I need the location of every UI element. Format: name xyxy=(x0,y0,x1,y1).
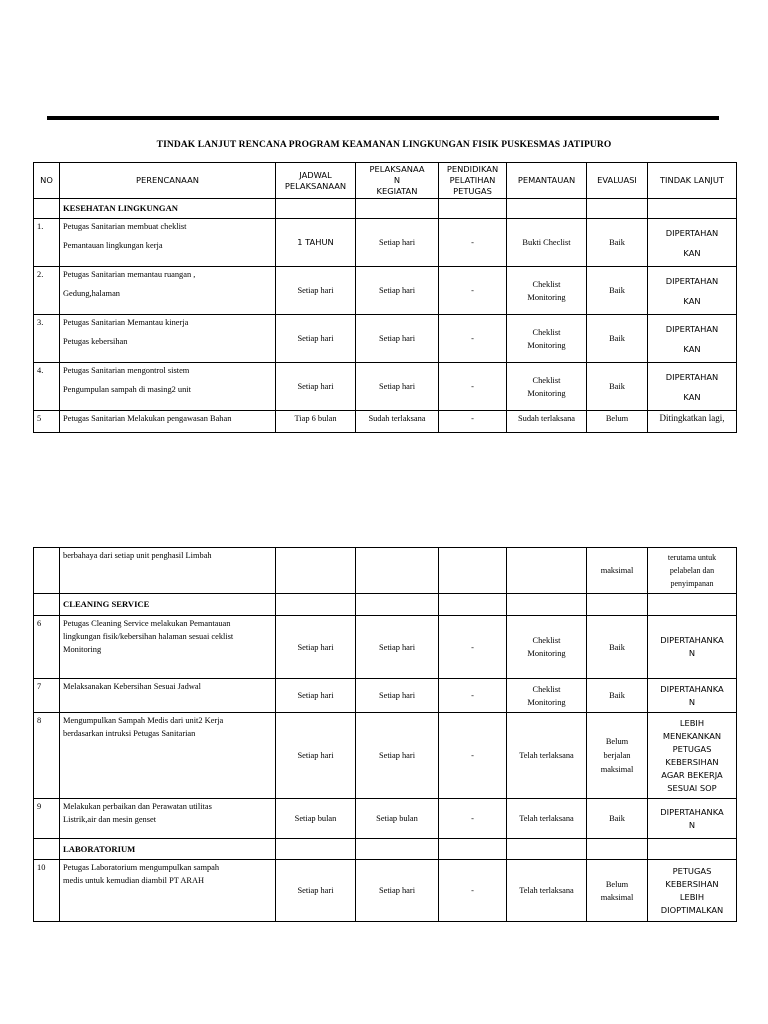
row-evaluasi: Baik xyxy=(587,267,648,315)
row-tindak-line: N xyxy=(688,696,696,707)
row-pelaksanaan: Setiap hari xyxy=(356,860,439,922)
row-pelaksanaan: Sudah terlaksana xyxy=(356,411,439,433)
row-tindak-line: LEBIH xyxy=(679,891,705,902)
empty-cell xyxy=(356,548,439,594)
row-tindak-lanjut xyxy=(648,799,737,839)
row-perencanaan xyxy=(60,411,276,433)
empty-cell xyxy=(356,199,439,219)
empty-cell xyxy=(587,839,648,860)
row-pelaksanaan: Setiap hari xyxy=(356,219,439,267)
row-jadwal: Setiap hari xyxy=(276,860,356,922)
row-pemantauan-line: Monitoring xyxy=(527,292,566,302)
empty-cell xyxy=(439,199,507,219)
row-tindak-lanjut xyxy=(648,219,737,267)
row-pemantauan-line: Telah terlaksana xyxy=(519,814,574,823)
row-tindak-line: N xyxy=(688,648,696,658)
row-no: 9 xyxy=(34,799,60,839)
header-pelaksanaan xyxy=(356,163,439,199)
row-pemantauan-line: Cheklist xyxy=(532,684,561,694)
row-pemantauan-line: Cheklist xyxy=(532,279,561,289)
section-title: KESEHATAN LINGKUNGAN xyxy=(60,199,276,219)
row-tindak-line: pelabelan dan xyxy=(669,566,715,575)
row-pelaksanaan: Setiap hari xyxy=(356,713,439,799)
row-pendidikan: - xyxy=(439,219,507,267)
row-line: medis untuk kemudian diambil PT ARAH xyxy=(63,876,205,885)
row-evaluasi-line: Belum xyxy=(605,736,629,746)
row-tindak-line: KAN xyxy=(683,295,701,306)
row-pemantauan xyxy=(507,267,587,315)
row-jadwal: 1 TAHUN xyxy=(276,219,356,267)
row-jadwal: Setiap hari xyxy=(276,267,356,315)
table-row xyxy=(34,219,737,267)
row-tindak-line: PETUGAS xyxy=(672,865,712,876)
row-no: 3. xyxy=(34,315,60,363)
row-line: Petugas Laboratorium mengumpulkan sampah xyxy=(63,863,220,872)
row-pelaksanaan: Setiap hari xyxy=(356,315,439,363)
row-pemantauan xyxy=(507,219,587,267)
empty-cell xyxy=(276,839,356,860)
row-no: 1. xyxy=(34,219,60,267)
row-no: 10 xyxy=(34,860,60,922)
row-no: 7 xyxy=(34,679,60,713)
row-pemantauan-line: Cheklist xyxy=(532,375,561,385)
program-table-bottom xyxy=(33,547,737,922)
row-pemantauan-line: Cheklist xyxy=(532,327,561,337)
row-tindak-line: DIOPTIMALKAN xyxy=(660,904,724,915)
header-pelaksanaan-line: N xyxy=(393,175,401,185)
row-line: Mengumpulkan Sampah Medis dari unit2 Kerja xyxy=(63,716,224,725)
row-perencanaan xyxy=(60,219,276,267)
row-jadwal: Setiap hari xyxy=(276,713,356,799)
top-rule xyxy=(47,116,719,120)
header-tindak-lanjut: TINDAK LANJUT xyxy=(648,163,737,199)
row-pemantauan xyxy=(507,713,587,799)
empty-cell xyxy=(507,594,587,616)
row-line: Petugas Cleaning Service melakukan Pemantauan xyxy=(63,619,231,628)
section-row xyxy=(34,839,737,860)
row-line: Pengumpulan sampah di masing2 unit xyxy=(63,385,191,394)
row-tindak-lanjut xyxy=(648,860,737,922)
row-perencanaan xyxy=(60,799,276,839)
row-line: Melaksanakan Kebersihan Sesuai Jadwal xyxy=(63,682,201,691)
row-pelaksanaan: Setiap bulan xyxy=(356,799,439,839)
row-jadwal: Setiap hari xyxy=(276,363,356,411)
row-pendidikan: - xyxy=(439,713,507,799)
empty-cell xyxy=(587,594,648,616)
row-pemantauan xyxy=(507,411,587,433)
row-tindak-line: Ditingkatkan lagi, xyxy=(659,413,725,423)
row-pelaksanaan: Setiap hari xyxy=(356,616,439,679)
empty-cell xyxy=(356,839,439,860)
row-line: lingkungan fisik/kebersihan halaman sesuai ceklist xyxy=(63,632,234,641)
row-perencanaan xyxy=(60,679,276,713)
section-row xyxy=(34,594,737,616)
header-jadwal-line: PELAKSANAAN xyxy=(284,180,347,191)
row-pendidikan: - xyxy=(439,411,507,433)
table-row xyxy=(34,713,737,799)
row-tindak-line: DIPERTAHAN xyxy=(665,323,719,334)
row-line: berdasarkan intruksi Petugas Sanitarian xyxy=(63,729,196,738)
row-pemantauan-line: Sudah terlaksana xyxy=(518,414,575,423)
row-tindak-line: DIPERTAHAN xyxy=(665,371,719,382)
row-tindak-line: DIPERTAHAN xyxy=(665,227,719,238)
table-row xyxy=(34,799,737,839)
row-evaluasi-line: maksimal xyxy=(600,892,634,902)
row-evaluasi: Baik xyxy=(587,315,648,363)
row-pemantauan-line: Telah terlaksana xyxy=(519,751,574,760)
table-row xyxy=(34,860,737,922)
row-perencanaan xyxy=(60,616,276,679)
row-evaluasi xyxy=(587,713,648,799)
row-jadwal: Setiap hari xyxy=(276,315,356,363)
header-jadwal-line: JADWAL xyxy=(299,169,332,180)
header-perencanaan: PERENCANAAN xyxy=(60,163,276,199)
row-line: Petugas Sanitarian Memantau kinerja xyxy=(63,318,189,327)
row-line: Gedung,halaman xyxy=(63,289,120,298)
row-tindak-lanjut xyxy=(648,679,737,713)
row-pendidikan: - xyxy=(439,860,507,922)
row-jadwal: Setiap bulan xyxy=(276,799,356,839)
row-tindak-line: KAN xyxy=(683,391,701,402)
row-perencanaan xyxy=(60,713,276,799)
row-pemantauan-line: Telah terlaksana xyxy=(519,886,574,895)
row-evaluasi xyxy=(587,860,648,922)
empty-cell xyxy=(439,548,507,594)
row-perencanaan xyxy=(60,315,276,363)
row-tindak-line: PETUGAS xyxy=(672,743,712,754)
row-line: Petugas Sanitarian membuat cheklist xyxy=(63,222,187,231)
row-tindak-line: penyimpanan xyxy=(670,579,714,588)
row-evaluasi xyxy=(587,799,648,839)
table-row xyxy=(34,267,737,315)
table-row xyxy=(34,679,737,713)
row-tindak-line: KEBERSIHAN xyxy=(665,756,719,767)
table-row xyxy=(34,363,737,411)
row-line: Petugas Sanitarian memantau ruangan , xyxy=(63,270,196,279)
row-tindak-line: DIPERTAHANKA xyxy=(660,806,724,817)
row-evaluasi xyxy=(587,679,648,713)
row-tindak-line: KAN xyxy=(683,247,701,258)
section-no-cell xyxy=(34,839,60,860)
table-row xyxy=(34,616,737,679)
document-title: TINDAK LANJUT RENCANA PROGRAM KEAMANAN LINGKUNGAN FISIK PUSKESMAS JATIPURO xyxy=(156,140,612,150)
row-tindak-line: DIPERTAHAN xyxy=(665,275,719,286)
row-pemantauan xyxy=(507,860,587,922)
empty-cell xyxy=(507,548,587,594)
empty-cell xyxy=(276,594,356,616)
row-pemantauan-line: Monitoring xyxy=(527,697,566,707)
row-pemantauan xyxy=(507,799,587,839)
row-pemantauan-line: Monitoring xyxy=(527,649,566,658)
row-pelaksanaan: Setiap hari xyxy=(356,679,439,713)
row-pemantauan xyxy=(507,315,587,363)
table-row xyxy=(34,315,737,363)
section-title: CLEANING SERVICE xyxy=(60,594,276,616)
row-tindak-lanjut xyxy=(648,363,737,411)
row-tindak-lanjut xyxy=(648,411,737,433)
section-title: LABORATORIUM xyxy=(60,839,276,860)
row-pemantauan-line: Bukti Checlist xyxy=(522,238,571,247)
row-evaluasi: Baik xyxy=(587,219,648,267)
empty-cell xyxy=(507,199,587,219)
header-pendidikan-line: PELATIHAN xyxy=(449,175,496,185)
row-tindak-line: AGAR BEKERJA xyxy=(661,769,723,780)
row-tindak-lanjut xyxy=(648,315,737,363)
row-tindak-line: MENEKANKAN xyxy=(662,730,722,741)
row-pendidikan: - xyxy=(439,616,507,679)
program-table-top xyxy=(33,162,737,433)
empty-cell xyxy=(276,548,356,594)
row-perencanaan xyxy=(60,860,276,922)
section-no-cell xyxy=(34,594,60,616)
empty-cell xyxy=(648,199,737,219)
row-tindak-line: terutama untuk xyxy=(667,553,717,562)
header-evaluasi: EVALUASI xyxy=(587,163,648,199)
row-tindak-lanjut xyxy=(648,548,737,594)
row-pemantauan-line: Cheklist xyxy=(532,636,561,645)
row-pendidikan: - xyxy=(439,267,507,315)
row-pelaksanaan: Setiap hari xyxy=(356,267,439,315)
row-perencanaan xyxy=(60,363,276,411)
empty-cell xyxy=(587,199,648,219)
row-no: 6 xyxy=(34,616,60,679)
row-no: 8 xyxy=(34,713,60,799)
row-no: 2. xyxy=(34,267,60,315)
row-line: Listrik,air dan mesin genset xyxy=(63,815,157,824)
row-evaluasi xyxy=(587,616,648,679)
row-tindak-line: KEBERSIHAN xyxy=(665,878,719,889)
row-pemantauan-line: Monitoring xyxy=(527,340,566,350)
row-line: Monitoring xyxy=(63,645,102,654)
row-evaluasi-line: Baik xyxy=(609,814,625,823)
empty-cell xyxy=(356,594,439,616)
empty-cell xyxy=(648,839,737,860)
row-no xyxy=(34,548,60,594)
row-pendidikan: - xyxy=(439,315,507,363)
empty-cell xyxy=(439,594,507,616)
row-pendidikan: - xyxy=(439,799,507,839)
header-no: NO xyxy=(34,163,60,199)
row-tindak-line: DIPERTAHANKA xyxy=(660,635,724,645)
row-perencanaan xyxy=(60,267,276,315)
row-line: Petugas Sanitarian mengontrol sistem xyxy=(63,366,190,375)
row-no: 4. xyxy=(34,363,60,411)
header-pelaksanaan-line: KEGIATAN xyxy=(376,186,418,196)
row-line: Melakukan perbaikan dan Perawatan utilitas xyxy=(63,802,212,811)
table-row xyxy=(34,411,737,433)
row-evaluasi: Belum xyxy=(587,411,648,433)
row-evaluasi-line: berjalan xyxy=(603,750,631,760)
row-evaluasi-line: Baik xyxy=(609,642,625,652)
header-pemantauan: PEMANTAUAN xyxy=(507,163,587,199)
empty-cell xyxy=(439,839,507,860)
header-jadwal xyxy=(276,163,356,199)
row-pendidikan: - xyxy=(439,679,507,713)
row-evaluasi-line: Belum xyxy=(605,879,629,889)
row-pemantauan-line: Monitoring xyxy=(527,388,566,398)
row-jadwal: Setiap hari xyxy=(276,616,356,679)
row-pendidikan: - xyxy=(439,363,507,411)
row-no: 5 xyxy=(34,411,60,433)
row-tindak-lanjut xyxy=(648,713,737,799)
row-line: Petugas kebersihan xyxy=(63,337,128,346)
row-tindak-line: LEBIH xyxy=(679,717,705,728)
header-pendidikan-line: PENDIDIKAN xyxy=(446,164,499,174)
row-tindak-line: SESUAI SOP xyxy=(667,782,717,793)
row-pemantauan xyxy=(507,616,587,679)
empty-cell xyxy=(276,199,356,219)
row-jadwal: Tiap 6 bulan xyxy=(276,411,356,433)
row-tindak-lanjut xyxy=(648,616,737,679)
header-pendidikan-line: PETUGAS xyxy=(453,186,492,196)
empty-cell xyxy=(648,594,737,616)
row-evaluasi: maksimal xyxy=(587,548,648,594)
row-tindak-line: DIPERTAHANKA xyxy=(660,683,724,694)
table-row-continued xyxy=(34,548,737,594)
header-pelaksanaan-line: PELAKSANAA xyxy=(369,164,425,174)
row-line: Petugas Sanitarian Melakukan pengawasan Bahan xyxy=(63,414,232,423)
row-pemantauan xyxy=(507,679,587,713)
row-tindak-lanjut xyxy=(648,267,737,315)
header-row xyxy=(34,163,737,199)
row-perencanaan: berbahaya dari setiap unit penghasil Limbah xyxy=(60,548,276,594)
row-evaluasi-line: maksimal xyxy=(600,764,634,774)
row-jadwal: Setiap hari xyxy=(276,679,356,713)
row-tindak-line: KAN xyxy=(683,343,701,354)
row-pelaksanaan: Setiap hari xyxy=(356,363,439,411)
row-line: Pemantauan lingkungan kerja xyxy=(63,241,163,250)
section-row xyxy=(34,199,737,219)
header-pendidikan xyxy=(439,163,507,199)
row-evaluasi: Baik xyxy=(587,363,648,411)
row-pemantauan xyxy=(507,363,587,411)
row-tindak-line: N xyxy=(688,819,696,830)
empty-cell xyxy=(507,839,587,860)
section-no-cell xyxy=(34,199,60,219)
row-evaluasi-line: Baik xyxy=(609,691,625,700)
